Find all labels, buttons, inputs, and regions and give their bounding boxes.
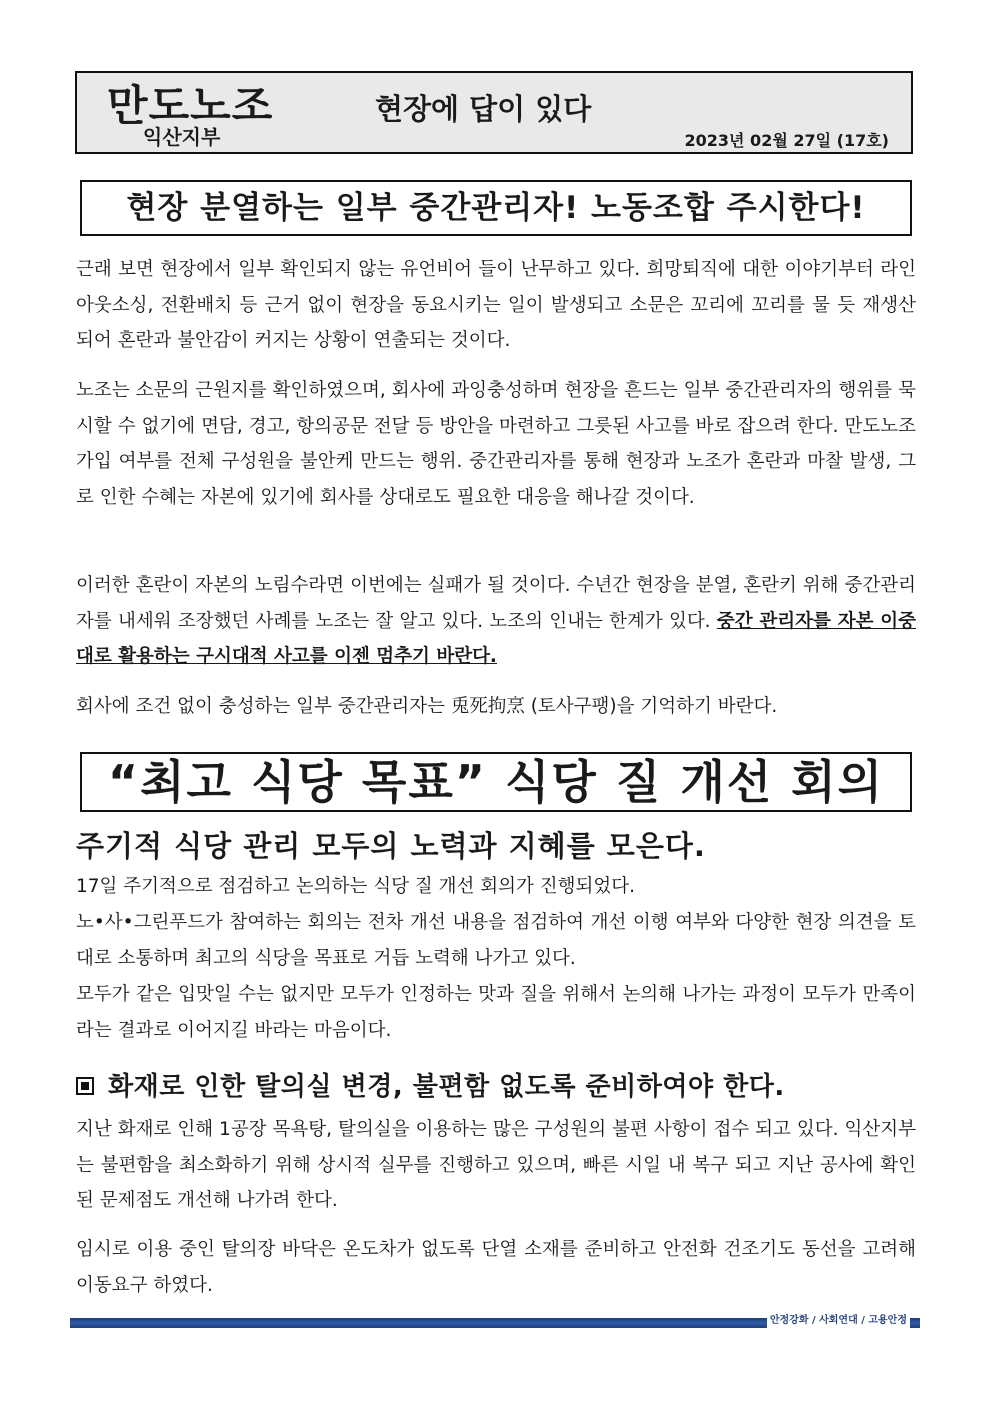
- masthead: [75, 71, 913, 154]
- article1-paragraph-3-text: 이러한 혼란이 자본의 노림수라면 이번에는 실패가 될 것이다. 수년간 현장을 분열, 혼란키 위해 중간관리자를 내세워 조장했던 사례를 노조는 잘 알고 있다. 노조의 인내는 한계가 있다.: [76, 575, 916, 632]
- issue-date: 2023년 02월 27일 (17호): [684, 131, 889, 150]
- article3-paragraph-1: 지난 화재로 인해 1공장 목욕탕, 탈의실을 이용하는 많은 구성원의 불편 사항이 접수 되고 있다. 익산지부는 불편함을 최소화하기 위해 상시적 실무를 진행하고 있으며, 빠른 시일 내 복구 되고 지난 공사에 확인된 문제점도 개선해 나가려 한다.: [76, 1119, 916, 1211]
- article1-paragraph-3: [76, 568, 916, 675]
- footer-slogan: 안정강화 / 사회연대 / 고용안정: [767, 1310, 910, 1332]
- newsletter-slogan: 현장에 답이 있다: [375, 92, 592, 126]
- article2-subhead: 주기적 식당 관리 모두의 노력과 지혜를 모은다.: [76, 829, 706, 863]
- article2-headline: “최고 식당 목표” 식당 질 개선 회의: [80, 752, 912, 812]
- article1-paragraph-1: 근래 보면 현장에서 일부 확인되지 않는 유언비어 들이 난무하고 있다. 희망퇴직에 대한 이야기부터 라인 아웃소싱, 전환배치 등 근거 없이 현장을 동요시키는 일이 발생되고 소문은 꼬리에 꼬리를 물 듯 재생산 되어 혼란과 불안감이 커지는 상황이 연출되는 것이다.: [76, 259, 916, 351]
- article3-headline: 화재로 인한 탈의실 변경, 불편함 없도록 준비하여야 한다.: [108, 1072, 785, 1102]
- article1-paragraph-2: 노조는 소문의 근원지를 확인하였으며, 회사에 과잉충성하며 현장을 흔드는 일부 중간관리자의 행위를 묵시할 수 없기에 면담, 경고, 항의공문 전달 등 방안을 마련하고 그릇된 사고를 바로 잡으려 한다. 만도노조 가입 여부를 전체 구성원을 불안케 만드는 행위. 중간관리자를 통해 현장과 노조가 혼란과 마찰 발생, 그로 인한 수혜는 자본에 있기에 회사를 상대로도 필요한 대응을 해나갈 것이다.: [76, 380, 916, 508]
- article1-emphasis: 중간 관리자를 자본 이중대로 활용하는 구시대적 사고를 이젠 멈추기 바란다.: [76, 610, 916, 667]
- article3-paragraph-2: 임시로 이용 중인 탈의장 바닥은 온도차가 없도록 단열 소재를 준비하고 안전화 건조기도 동선을 고려해 이동요구 하였다.: [76, 1239, 916, 1296]
- article3-headline-row: [76, 1066, 785, 1103]
- article1-headline: 현장 분열하는 일부 중간관리자! 노동조합 주시한다!: [80, 180, 912, 236]
- article2-paragraph-1: 17일 주기적으로 점검하고 논의하는 식당 질 개선 회의가 진행되었다.: [76, 876, 635, 897]
- union-name: 만도노조: [107, 81, 274, 130]
- article2-paragraph-3: 모두가 같은 입맛일 수는 없지만 모두가 인정하는 맛과 질을 위해서 논의해 나가는 과정이 모두가 만족이라는 결과로 이어지길 바라는 마음이다.: [76, 984, 916, 1041]
- article2-paragraph-2: 노•사•그린푸드가 참여하는 회의는 전차 개선 내용을 점검하여 개선 이행 여부와 다양한 현장 의견을 토대로 소통하며 최고의 식당을 목표로 거듭 노력해 나가고 있다.: [76, 912, 916, 969]
- branch-name: 익산지부: [143, 125, 221, 149]
- article1-paragraph-4: 회사에 조건 없이 충성하는 일부 중간관리자는 兎死拘烹 (토사구팽)을 기억하기 바란다.: [76, 696, 778, 717]
- square-bullet-icon: [76, 1077, 94, 1095]
